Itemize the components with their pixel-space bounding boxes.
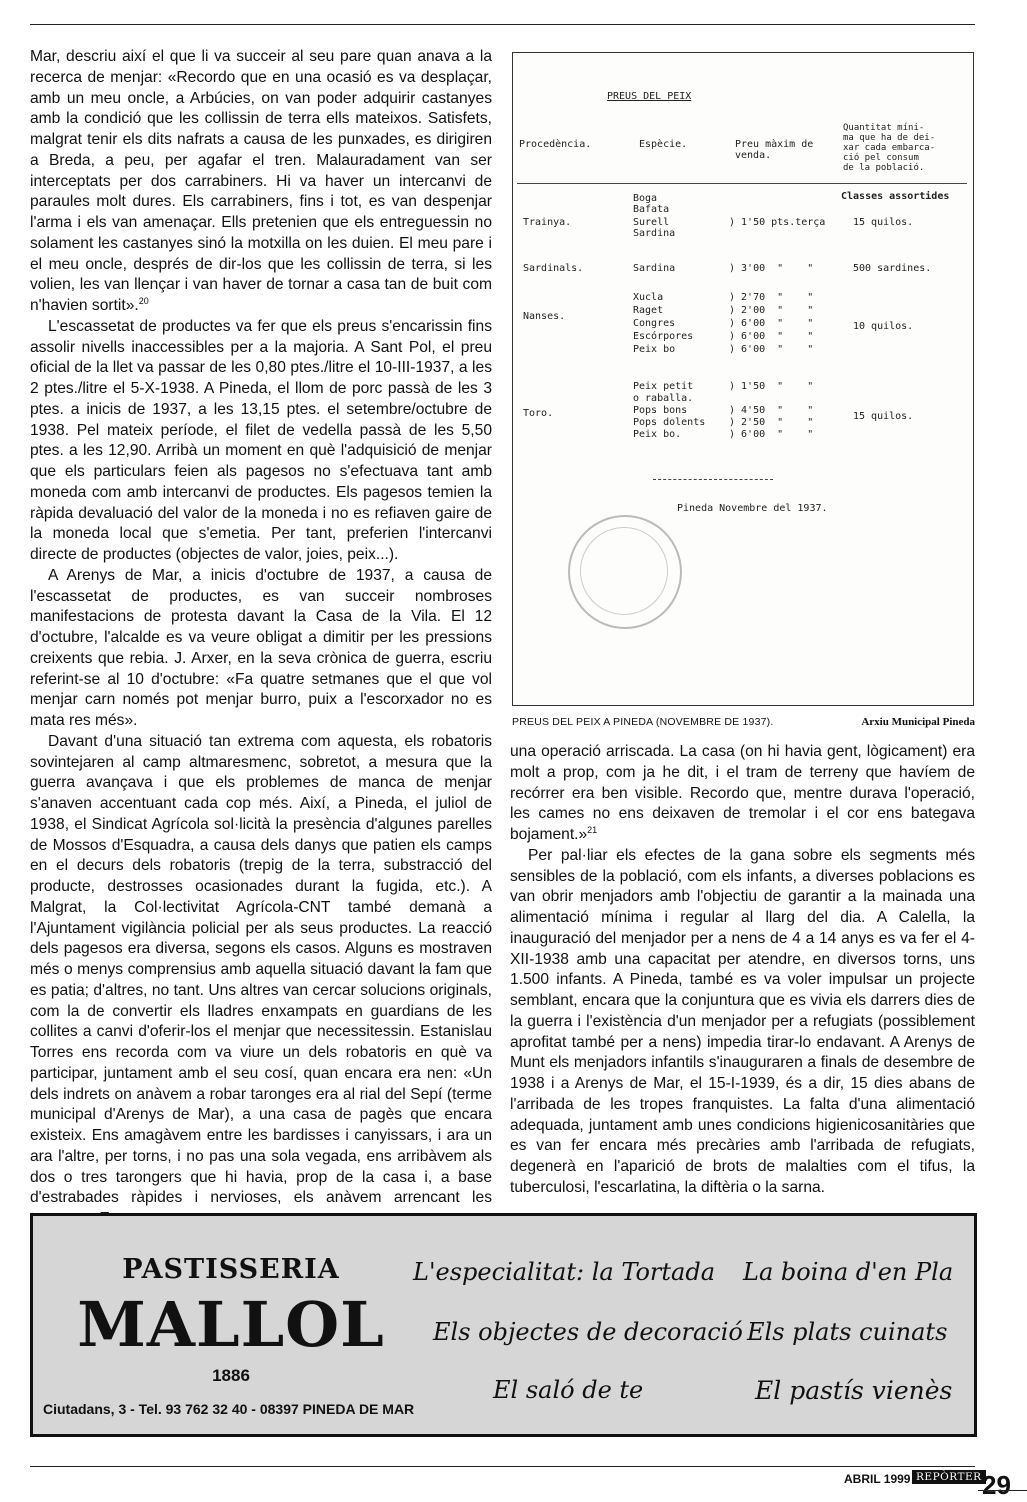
figure-credit: Arxiu Municipal Pineda bbox=[861, 716, 975, 728]
page-number-rule bbox=[978, 1490, 1027, 1491]
footer-date: ABRIL 1999 bbox=[844, 1472, 911, 1486]
row-quantitat: 15 quilos. bbox=[853, 217, 914, 228]
official-stamp bbox=[568, 515, 682, 629]
address-text: Ciutadans, 3 - Tel. 93 762 32 40 - 08397 bbox=[43, 1401, 299, 1417]
article-left-column bbox=[30, 47, 492, 1230]
specialty: L'especialitat: la Tortada bbox=[413, 1258, 716, 1286]
town-text: PINEDA DE MAR bbox=[302, 1401, 415, 1417]
row-preu: ) 1'50 " " ) 4'50 " " ) 2'50 " " ) 6'00 " " bbox=[729, 381, 814, 440]
row-especie: Xucla Raget Congres Escórpores Peix bo bbox=[633, 292, 694, 355]
advertisement bbox=[30, 1213, 977, 1437]
magazine-logo: REPÒRTER bbox=[912, 1470, 986, 1484]
paragraph: Davant d'una situació tan extrema com aquesta, els robatoris sovintejaren al camp altmaresmenc, sobretot, a mesura que la guerra avançava i que els problemes de manca de menjar s'anaven accentuant cada cop més. Així, a Pineda, el juliol de 1938, el Sindicat Agrícola sol·licità la presència d'algunes parelles de Mossos d'Esquadra, a causa dels danys que patien els camps en el decurs dels robatoris (trepig de la terra, substracció del producte, destrosses ocasionades durant la fugida, etc.). A Malgrat, la Col·lectivitat Agrícola-CNT també demanà a l'Ajuntament vigilància policial per als seus productes. La reacció dels pagesos era diversa, segons els casos. Alguns es mostraven més o menys comprensius amb aquella situació davant la fam que es patia; d'altres, no tant. Uns altres van cercar solucions originals, com la de convertir els lladres enxampats en guardians de les collites a canvi d'oferir-los el menjar que necessitessin. Estanislau Torres ens recorda com va viure un dels robatoris en què va participar, juntament amb el seu cosí, quan encara era nen: «Un dels indrets on anàvem a robar taronges era al rial del Sepí (terme municipal d'Arenys de Mar), a una casa de pagès que encara existeix. Ens amagàvem entre les bardisses i canyissars, i ara un ara l'altre, per torns, i no pas una sola vegada, ens arribàvem als dos o tres tarongers que hi havia, prop de la casa i, a base d'estrabades ràpides i nervioses, els anàvem arrencant les bbox=[30, 732, 492, 1207]
row-procedencia: Sardinals. bbox=[523, 263, 584, 274]
top-rule bbox=[30, 24, 975, 25]
ad-address bbox=[43, 1401, 414, 1417]
row-quantitat: Classes assortides bbox=[841, 191, 950, 202]
page-number: 29 bbox=[982, 1470, 1011, 1500]
article-right-column bbox=[510, 742, 975, 1199]
brand-line1: PASTISSERIA bbox=[122, 1254, 340, 1285]
row-especie: Boga Bafata bbox=[633, 193, 670, 215]
row-quantitat: 10 quilos. bbox=[853, 321, 914, 332]
doc-rule-short bbox=[653, 479, 773, 480]
row-especie: Peix petit o raballa. Pops bons Pops dolents Peix bo. bbox=[633, 381, 706, 440]
price-document bbox=[513, 53, 973, 705]
row-procedencia: Toro. bbox=[523, 408, 554, 419]
doc-rule bbox=[517, 183, 967, 184]
row-procedencia: Nanses. bbox=[523, 311, 566, 322]
doc-title: PREUS DEL PEIX bbox=[607, 91, 692, 102]
paragraph bbox=[510, 742, 975, 846]
row-procedencia: Trainya. bbox=[523, 217, 572, 228]
row-preu: ) 3'00 " " bbox=[729, 263, 814, 274]
document-figure bbox=[512, 52, 974, 706]
brand-logo: MALLOL bbox=[77, 1288, 385, 1361]
paragraph-text: Mar, descriu així el que li va succeir al seu pare quan anava a la recerca de menjar: «Recordo que en una ocasió es va desplaçar, amb un meu oncle, a Arbúcies, on van poder adquirir castanyes amb la condició que les collissin de terra ells mateixos. Satisfets, malgrat tenir els dits nafrats a causa de les punxades, es dirigiren a Breda, a peu, per agafar el tren. Malauradament van ser interceptats per dos carrabiners. Hi va haver un intercanvi de paraules molt dures. Els carrabiners, fins i tot, es van despenjar l'arma i els van amenaçar. Ells pretenien que els entreguessin no solament les castanyes sinó la motxilla on les duien. El meu pare i el meu oncle, després de dir-los que les collissin de terra, si les volien, les van llençar i van haver de tornar a casa tan de buit com n'havien sortit». bbox=[30, 48, 492, 314]
doc-date: Pineda Novembre del 1937. bbox=[677, 503, 828, 514]
footnote-ref: 20 bbox=[138, 295, 149, 306]
paragraph: Per pal·liar els efectes de la gana sobre els segments més sensibles de la població, com els infants, a diverses poblacions es van obrir menjadors amb l'objectiu de garantir a la mainada una alimentació mínima i regular al llarg del dia. A Calella, la inauguració del menjador per a nens de 4 a 14 anys es va fer el 4-XII-1938 amb una capacitat per atendre, en diversos torns, uns 1.500 infants. A Pineda, també es va voler impulsar un projecte semblant, encara que la conjuntura que es vivia els darrers dies de la guerra i l'existència d'un menjador per a refugiats (possiblement aprofitat també per a nens) impedia tirar-lo endavant. A Arenys de Munt els menjadors infantils s'inauguraren a finals de desembre de 1938 i a Arenys de Mar, el 15-I-1939, és a dir, 15 dies abans de l'arribada de les tropes franquistes. La falta d'una alimentació adequada, juntament amb unes condicions higienicosanitàries que es van fer encara més precàries amb l'arribada de refugiats, degenerà en l'aparició de brots de malalties com el tifus, la tuberculosi, l'escarlatina, la diftèria o la sarna. bbox=[510, 846, 975, 1196]
row-preu: ) 2'70 " " ) 2'00 " " ) 6'00 " " ) 6'00 " " ) 6'00 " " bbox=[729, 292, 814, 355]
header-especie: Espècie. bbox=[639, 139, 688, 150]
specialty: La boina d'en Pla bbox=[743, 1258, 954, 1286]
row-especie: Sardina bbox=[633, 263, 676, 274]
specialty: Els objectes de decoració bbox=[433, 1318, 743, 1346]
paragraph: L'escassetat de productes va fer que els preus s'encarissin fins assolir nivells inaccessibles per a la majoria. A Sant Pol, el preu oficial de la llet va passar de les 0,80 ptes./litre el 10-III-1937, a les 2 ptes./litre el 5-X-1938. A Pineda, el llom de porc passà de les 3 ptes. a inicis de 1937, a les 13,15 ptes. el setembre/octubre de 1938. Pel mateix període, el filet de vedella passà de les 5,50 ptes. a les 12,90. Arribà un moment en què l'adquisició de menjar que els particulars feien als pagesos no s'efectuava tant amb moneda com amb intercanvi de productes. Els pagesos temien la ràpida devaluació del valor de la moneda i no es refiaven gaire de la moneda local que s'emetia. Per tant, preferien l'intercanvi directe de productes (objectes de valor, joies, peix...). bbox=[30, 317, 492, 563]
specialty: Els plats cuinats bbox=[747, 1318, 948, 1346]
brand-year: 1886 bbox=[212, 1366, 250, 1385]
row-especie: Surell Sardina bbox=[633, 217, 676, 239]
row-quantitat: 15 quilos. bbox=[853, 411, 914, 422]
bottom-rule bbox=[30, 1466, 975, 1467]
header-preu: Preu màxim de venda. bbox=[735, 139, 814, 161]
row-quantitat: 500 sardines. bbox=[853, 263, 932, 274]
footnote-ref: 21 bbox=[587, 824, 598, 835]
figure-caption: PREUS DEL PEIX A PINEDA (NOVEMBRE DE 1937). bbox=[512, 716, 774, 728]
paragraph bbox=[30, 47, 492, 317]
paragraph-text: una operació arriscada. La casa (on hi havia gent, lògicament) era molt a prop, com ja he dit, i el tram de terreny que havíem de recórrer era ben visible. Recordo que, mentre durava l'operació, les cames no ens deixaven de tremolar i el cor ens bategava bojament.» bbox=[510, 743, 975, 843]
row-preu: ) 1'50 pts.terça bbox=[729, 217, 826, 228]
header-quantitat: Quantitat míni- ma que ha de dei- xar cada embarca- ció pel consum de la població. bbox=[843, 123, 936, 173]
header-procedencia: Procedència. bbox=[519, 139, 592, 150]
paragraph: A Arenys de Mar, a inicis d'octubre de 1937, a causa de l'escassetat de productes, es van succeir nombroses manifestacions de protesta davant la Casa de la Vila. El 12 d'octubre, l'alcalde es va veure obligat a dimitir per les pressions creixents que rebia. J. Arxer, en la seva crònica de guerra, escriu referint-se al 10 d'octubre: «Fa quatre setmanes que el que vol menjar carn només pot menjar burro, puix a l'escorxador no es mata res més». bbox=[30, 566, 492, 729]
specialty: El pastís vienès bbox=[755, 1376, 953, 1405]
specialty: El saló de te bbox=[493, 1376, 644, 1404]
